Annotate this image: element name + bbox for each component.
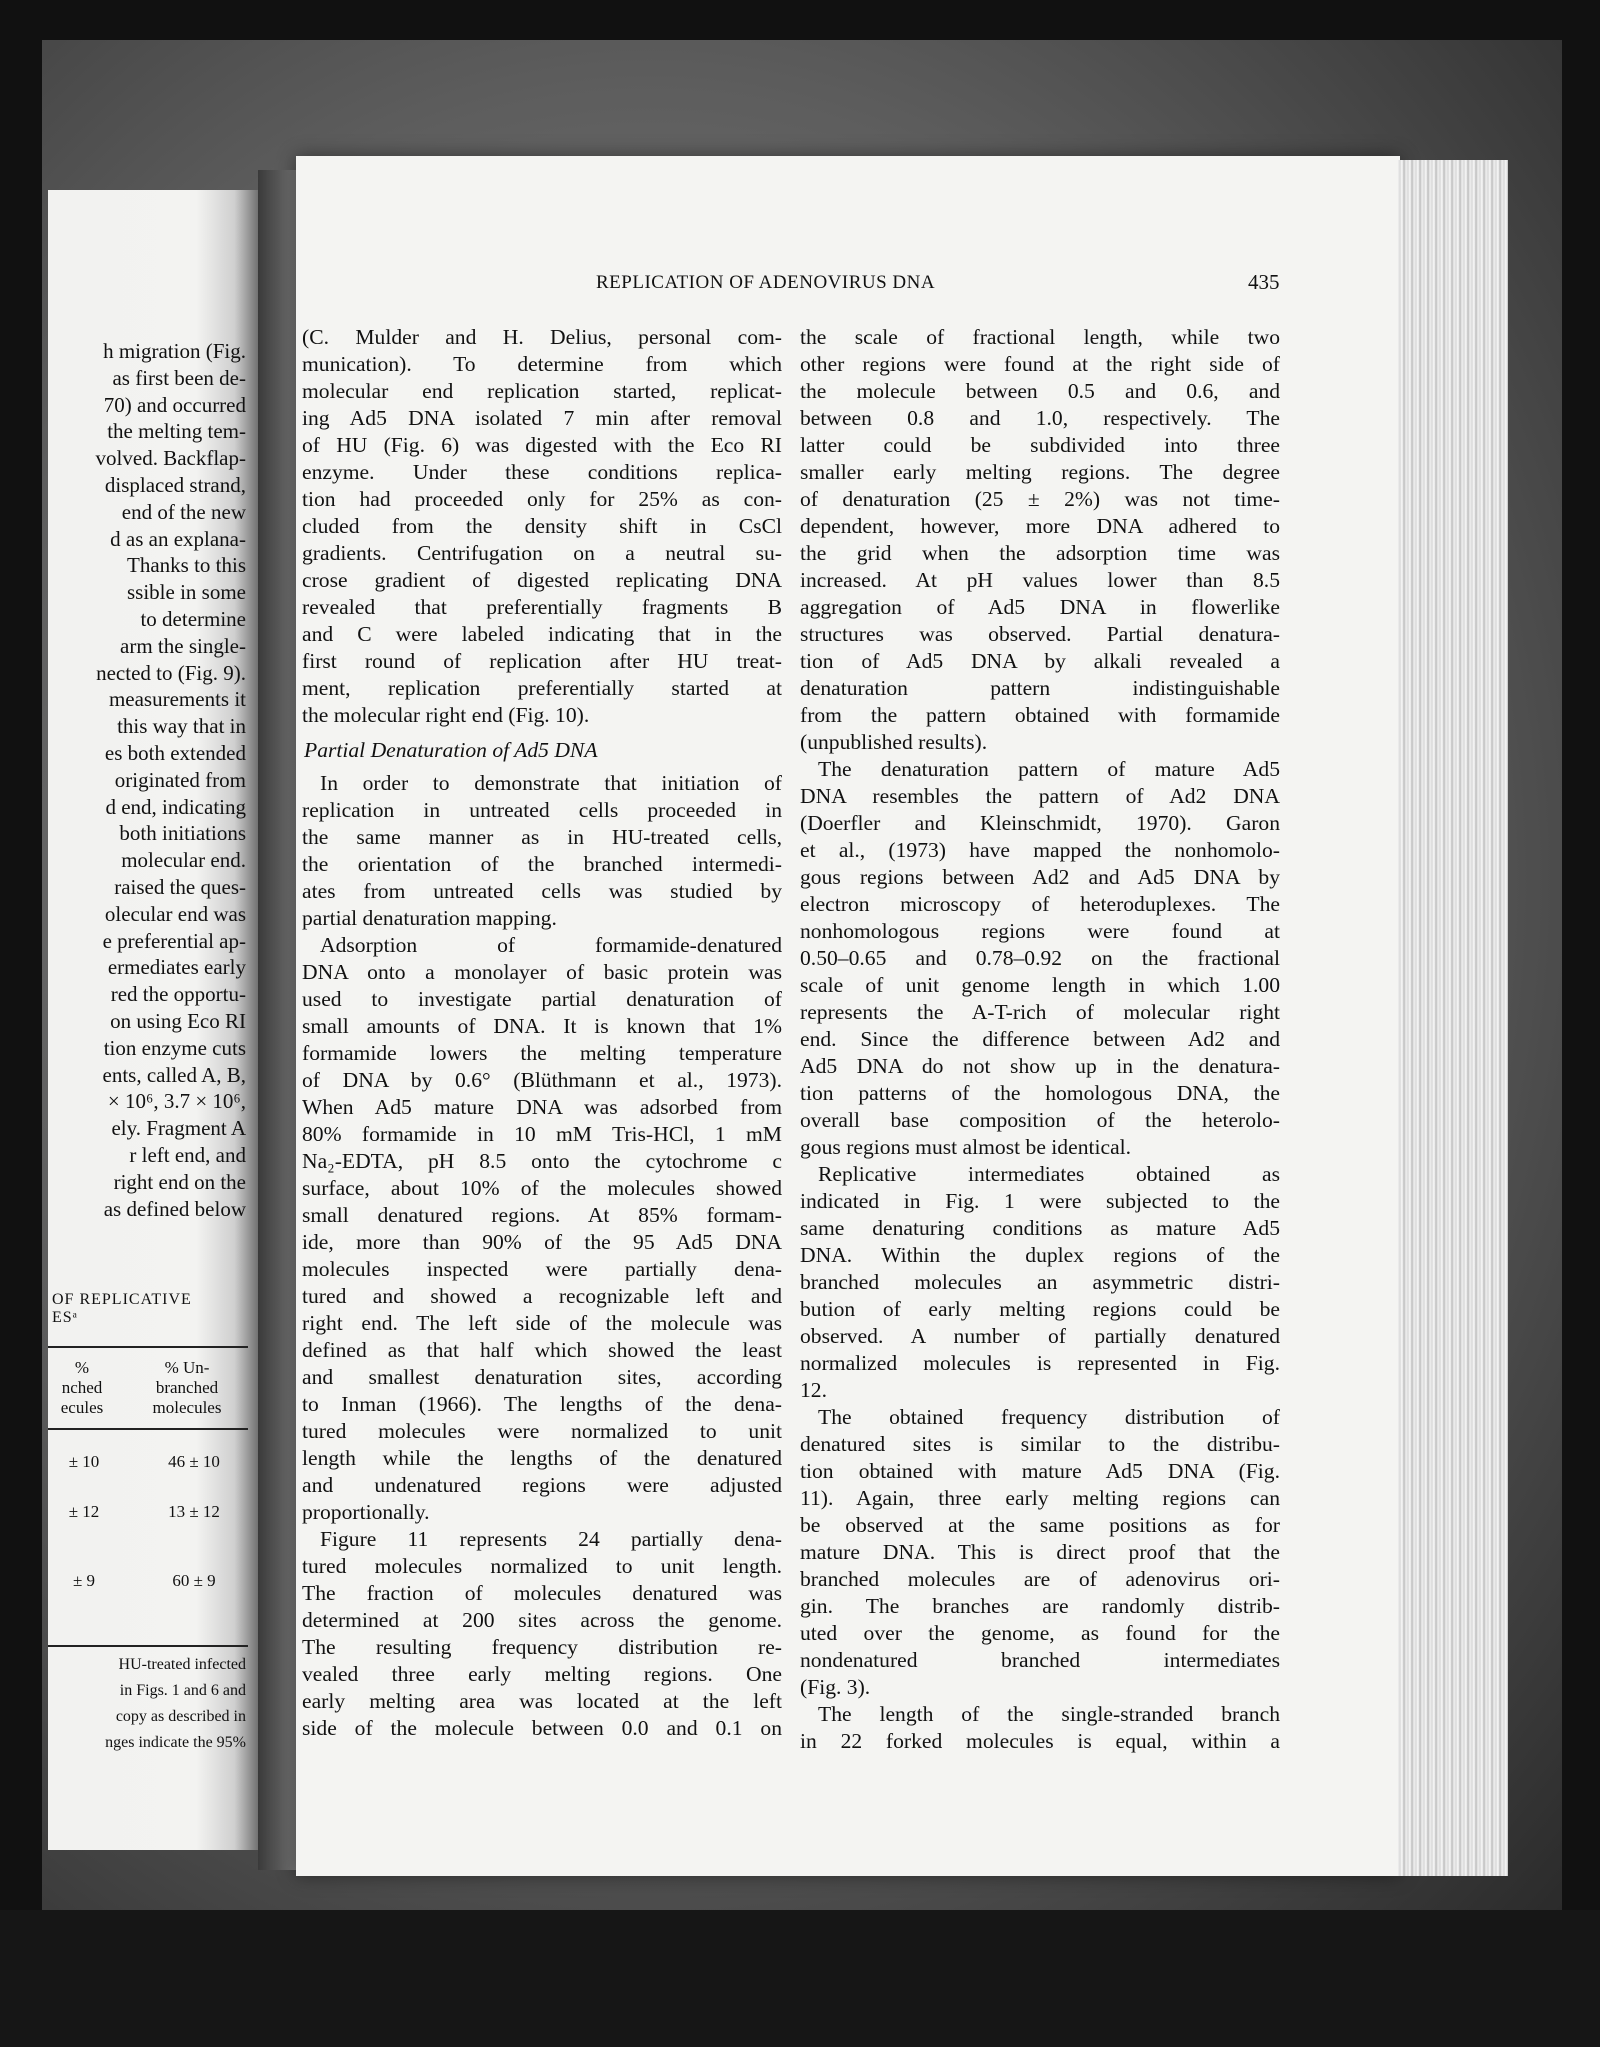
left-page-line: × 10⁶, 3.7 × 10⁶, bbox=[107, 1089, 246, 1114]
left-page-line: e preferential ap- bbox=[102, 928, 246, 953]
table-cell: 46 ± 10 bbox=[168, 1452, 220, 1471]
text-line: revealed that preferentially fragments B bbox=[302, 595, 782, 619]
left-page-line: to determine bbox=[140, 606, 246, 631]
text-line: gous regions between Ad2 and Ad5 DNA by bbox=[800, 865, 1280, 889]
text-line: normalized molecules is represented in Fig. bbox=[800, 1351, 1280, 1375]
text-line: enzyme. Under these conditions replica- bbox=[302, 460, 782, 484]
text-line: from the pattern obtained with formamide bbox=[800, 703, 1280, 727]
text-line: increased. At pH values lower than 8.5 bbox=[800, 568, 1280, 592]
text-line: the molecular right end (Fig. 10). bbox=[302, 703, 590, 727]
text-line: to Inman (1966). The lengths of the dena- bbox=[302, 1392, 782, 1416]
table-col1-header-l3: ecules bbox=[60, 1398, 104, 1417]
text-line: ing Ad5 DNA isolated 7 min after removal bbox=[302, 406, 782, 430]
text-line: tured and showed a recognizable left and bbox=[302, 1284, 782, 1308]
text-line: same denaturing conditions as mature Ad5 bbox=[800, 1216, 1280, 1240]
left-page-line: raised the ques- bbox=[114, 874, 246, 899]
text-line: Replicative intermediates obtained as bbox=[818, 1162, 1280, 1186]
text-line: munication). To determine from which bbox=[302, 352, 782, 376]
paragraph bbox=[800, 1701, 1280, 1755]
text-line: gin. The branches are randomly distrib- bbox=[800, 1594, 1280, 1618]
text-line: The length of the single-stranded branch bbox=[818, 1702, 1280, 1726]
text-line: first round of replication after HU treat- bbox=[302, 649, 782, 673]
left-page-line: d end, indicating bbox=[105, 794, 246, 819]
table-col2-header-l3: molecules bbox=[152, 1398, 222, 1417]
text-line: small denatured regions. At 85% formam- bbox=[302, 1203, 782, 1227]
text-line: tion of Ad5 DNA by alkali revealed a bbox=[800, 649, 1280, 673]
text-line: defined as that half which showed the least bbox=[302, 1338, 782, 1362]
text-line: length while the lengths of the denatured bbox=[302, 1446, 782, 1470]
text-line: DNA resembles the pattern of Ad2 DNA bbox=[800, 784, 1280, 808]
text-line: partial denaturation mapping. bbox=[302, 906, 557, 930]
text-line: bution of early melting regions could be bbox=[800, 1297, 1280, 1321]
left-page-line: h migration (Fig. bbox=[103, 339, 246, 363]
left-table-title-l1: OF REPLICATIVE bbox=[52, 1291, 192, 1308]
left-page-line: molecular end. bbox=[121, 848, 246, 873]
text-line: cluded from the density shift in CsCl bbox=[302, 514, 782, 538]
text-line: 11). Again, three early melting regions can bbox=[800, 1486, 1280, 1510]
text-line: indicated in Fig. 1 were subjected to the bbox=[800, 1189, 1280, 1213]
text-line: replication in untreated cells proceeded in bbox=[302, 798, 782, 822]
text-line: nondenatured branched intermediates bbox=[800, 1648, 1280, 1672]
left-page-line: originated from bbox=[114, 767, 246, 792]
text-line: (C. Mulder and H. Delius, personal com- bbox=[302, 325, 782, 349]
page-number: 435 bbox=[1248, 270, 1280, 294]
text-line: overall base composition of the heterolo- bbox=[800, 1108, 1280, 1132]
table-cell: 60 ± 9 bbox=[172, 1571, 216, 1590]
left-page-text bbox=[48, 338, 246, 1222]
text-line: and C were labeled indicating that in the bbox=[302, 622, 782, 646]
text-line: right end. The left side of the molecule was bbox=[302, 1311, 782, 1335]
text-line: tion had proceeded only for 25% as con- bbox=[302, 487, 782, 511]
footnote-line: HU-treated infected bbox=[118, 1656, 246, 1673]
text-line: Na₂-EDTA, pH 8.5 onto the cytochrome c bbox=[302, 1149, 782, 1173]
left-page-line: this way that in bbox=[117, 714, 246, 739]
text-line: 0.50–0.65 and 0.78–0.92 on the fractional bbox=[800, 946, 1280, 970]
text-column-left bbox=[302, 324, 782, 1742]
left-page-line: ssible in some bbox=[127, 580, 246, 605]
text-line: (Fig. 3). bbox=[800, 1675, 871, 1699]
table-header-rule bbox=[48, 1428, 248, 1430]
paragraph bbox=[302, 932, 782, 1526]
text-line: tured molecules were normalized to unit bbox=[302, 1419, 782, 1443]
text-line: of DNA by 0.6° (Blüthmann et al., 1973). bbox=[302, 1068, 782, 1092]
paragraph bbox=[800, 324, 1280, 756]
left-page-line: on using Eco RI bbox=[110, 1008, 246, 1033]
sheet-bottom-margin bbox=[0, 1910, 1600, 2047]
section-heading: Partial Denaturation of Ad5 DNA bbox=[304, 738, 598, 762]
text-line: The obtained frequency distribution of bbox=[818, 1405, 1280, 1429]
text-line: branched molecules are of adenovirus ori- bbox=[800, 1567, 1280, 1591]
table-cell: ± 10 bbox=[68, 1452, 100, 1471]
text-line: other regions were found at the right side of bbox=[800, 352, 1280, 376]
text-line: used to investigate partial denaturation of bbox=[302, 987, 782, 1011]
paragraph bbox=[302, 1526, 782, 1742]
left-page-line: olecular end was bbox=[104, 901, 246, 926]
left-table-title-l2: ESᵃ bbox=[52, 1309, 79, 1326]
left-page-line: es both extended bbox=[104, 740, 246, 765]
table-col2-header-l1: % Un- bbox=[164, 1358, 210, 1377]
text-line: the scale of fractional length, while two bbox=[800, 325, 1280, 349]
left-page-line: as first been de- bbox=[112, 365, 246, 390]
text-line: latter could be subdivided into three bbox=[800, 433, 1280, 457]
text-line: branched molecules an asymmetric distri- bbox=[800, 1270, 1280, 1294]
left-page-line: 70) and occurred bbox=[103, 392, 246, 417]
text-line: dependent, however, more DNA adhered to bbox=[800, 514, 1280, 538]
text-line: in 22 forked molecules is equal, within a bbox=[800, 1729, 1280, 1753]
text-line: The resulting frequency distribution re- bbox=[302, 1635, 782, 1659]
table-col1-header-l2: nched bbox=[61, 1378, 103, 1397]
text-line: et al., (1973) have mapped the nonhomolo- bbox=[800, 838, 1280, 862]
left-page-line: d as an explana- bbox=[110, 526, 246, 551]
text-line: observed. A number of partially denatured bbox=[800, 1324, 1280, 1348]
running-head: REPLICATION OF ADENOVIRUS DNA bbox=[596, 272, 936, 293]
text-line: and undenatured regions were adjusted bbox=[302, 1473, 782, 1497]
text-line: small amounts of DNA. It is known that 1% bbox=[302, 1014, 782, 1038]
left-page-line: end of the new bbox=[121, 499, 246, 524]
left-page-line: both initiations bbox=[119, 821, 246, 846]
left-page-line: ents, called A, B, bbox=[102, 1062, 246, 1087]
left-page-line: nected to (Fig. 9). bbox=[96, 660, 246, 685]
table-footnote bbox=[48, 1652, 246, 1756]
text-line: proportionally. bbox=[302, 1500, 430, 1524]
text-line: vealed three early melting regions. One bbox=[302, 1662, 782, 1686]
text-line: tion obtained with mature Ad5 DNA (Fig. bbox=[800, 1459, 1280, 1483]
text-line: The denaturation pattern of mature Ad5 bbox=[818, 757, 1280, 781]
text-line: crose gradient of digested replicating DNA bbox=[302, 568, 782, 592]
text-line: the grid when the adsorption time was bbox=[800, 541, 1280, 565]
paragraph bbox=[302, 770, 782, 932]
footnote-line: copy as described in bbox=[115, 1708, 246, 1725]
table-bottom-rule bbox=[48, 1645, 248, 1647]
table-col1-header bbox=[50, 1358, 114, 1418]
text-line: 80% formamide in 10 mM Tris-HCl, 1 mM bbox=[302, 1122, 782, 1146]
text-line: 12. bbox=[800, 1378, 827, 1402]
text-line: When Ad5 mature DNA was adsorbed from bbox=[302, 1095, 782, 1119]
left-page-line: ermediates early bbox=[107, 955, 246, 980]
left-page-line: volved. Backflap- bbox=[95, 446, 246, 471]
table-top-rule bbox=[48, 1346, 248, 1348]
text-line: DNA. Within the duplex regions of the bbox=[800, 1243, 1280, 1267]
text-line: between 0.8 and 1.0, respectively. The bbox=[800, 406, 1280, 430]
text-line: molecules inspected were partially dena- bbox=[302, 1257, 782, 1281]
left-page-line: displaced strand, bbox=[104, 472, 246, 497]
footnote-line: in Figs. 1 and 6 and bbox=[119, 1682, 246, 1699]
text-line: end. Since the difference between Ad2 and bbox=[800, 1027, 1280, 1051]
text-line: mature DNA. This is direct proof that the bbox=[800, 1540, 1280, 1564]
text-line: ates from untreated cells was studied by bbox=[302, 879, 782, 903]
table-cell: ± 12 bbox=[68, 1502, 100, 1521]
text-line: side of the molecule between 0.0 and 0.1 on bbox=[302, 1716, 782, 1740]
left-page-line: the melting tem- bbox=[107, 419, 246, 444]
text-line: electron microscopy of heteroduplexes. The bbox=[800, 892, 1280, 916]
left-page-line: Thanks to this bbox=[127, 553, 246, 578]
left-page-line: right end on the bbox=[113, 1169, 246, 1194]
text-column-right bbox=[800, 324, 1280, 1755]
text-line: uted over the genome, as found for the bbox=[800, 1621, 1280, 1645]
table-cell: ± 9 bbox=[72, 1571, 96, 1590]
paragraph bbox=[800, 1404, 1280, 1701]
text-line: tured molecules normalized to unit length. bbox=[302, 1554, 782, 1578]
text-line: the orientation of the branched intermedi- bbox=[302, 852, 782, 876]
left-page-line: red the opportu- bbox=[110, 982, 246, 1007]
text-line: gradients. Centrifugation on a neutral su- bbox=[302, 541, 782, 565]
text-line: determined at 200 sites across the genome. bbox=[302, 1608, 782, 1632]
left-table-title bbox=[52, 1291, 192, 1327]
left-page-line: ely. Fragment A bbox=[111, 1116, 246, 1141]
text-line: scale of unit genome length in which 1.00 bbox=[800, 973, 1280, 997]
text-line: represents the A-T-rich of molecular right bbox=[800, 1000, 1280, 1024]
text-line: (Doerfler and Kleinschmidt, 1970). Garon bbox=[800, 811, 1280, 835]
footnote-line: nges indicate the 95% bbox=[105, 1734, 246, 1751]
text-line: smaller early melting regions. The degree bbox=[800, 460, 1280, 484]
text-line: structures was observed. Partial denatura- bbox=[800, 622, 1280, 646]
text-line: Adsorption of formamide-denatured bbox=[320, 933, 782, 957]
left-page-line: r left end, and bbox=[129, 1142, 246, 1167]
text-line: the molecule between 0.5 and 0.6, and bbox=[800, 379, 1280, 403]
text-line: ide, more than 90% of the 95 Ad5 DNA bbox=[302, 1230, 782, 1254]
text-line: denatured sites is similar to the distribu- bbox=[800, 1432, 1280, 1456]
text-line: aggregation of Ad5 DNA in flowerlike bbox=[800, 595, 1280, 619]
text-line: formamide lowers the melting temperature bbox=[302, 1041, 782, 1065]
text-line: The fraction of molecules denatured was bbox=[302, 1581, 782, 1605]
text-line: and smallest denaturation sites, according bbox=[302, 1365, 782, 1389]
table-col2-header bbox=[132, 1358, 242, 1418]
text-line: gous regions must almost be identical. bbox=[800, 1135, 1132, 1159]
text-line: early melting area was located at the left bbox=[302, 1689, 782, 1713]
text-line: the same manner as in HU-treated cells, bbox=[302, 825, 782, 849]
text-line: tion patterns of the homologous DNA, the bbox=[800, 1081, 1280, 1105]
left-page-line: as defined below bbox=[103, 1196, 246, 1221]
text-line: In order to demonstrate that initiation of bbox=[320, 771, 782, 795]
paragraph bbox=[800, 756, 1280, 1161]
text-line: ment, replication preferentially started at bbox=[302, 676, 782, 700]
page-stack-edges bbox=[1398, 160, 1508, 1876]
text-line: Ad5 DNA do not show up in the denatura- bbox=[800, 1054, 1280, 1078]
text-line: molecular end replication started, replicat- bbox=[302, 379, 782, 403]
text-line: of HU (Fig. 6) was digested with the Eco RI bbox=[302, 433, 782, 457]
text-line: Figure 11 represents 24 partially dena- bbox=[320, 1527, 782, 1551]
left-page-line: measurements it bbox=[108, 687, 246, 712]
text-line: DNA onto a monolayer of basic protein was bbox=[302, 960, 782, 984]
left-page-line: arm the single- bbox=[120, 633, 246, 658]
text-line: (unpublished results). bbox=[800, 730, 988, 754]
table-cell: 13 ± 12 bbox=[168, 1502, 220, 1521]
text-line: surface, about 10% of the molecules showed bbox=[302, 1176, 782, 1200]
paragraph bbox=[800, 1161, 1280, 1404]
table-col1-header-l1: % bbox=[74, 1358, 90, 1377]
text-line: be observed at the same positions as for bbox=[800, 1513, 1280, 1537]
paragraph bbox=[302, 324, 782, 729]
left-page-line: tion enzyme cuts bbox=[103, 1035, 246, 1060]
text-line: nonhomologous regions were found at bbox=[800, 919, 1280, 943]
table-col2-header-l2: branched bbox=[155, 1378, 219, 1397]
text-line: of denaturation (25 ± 2%) was not time- bbox=[800, 487, 1280, 511]
left-page-fragment bbox=[48, 190, 260, 1850]
text-line: denaturation pattern indistinguishable bbox=[800, 676, 1280, 700]
